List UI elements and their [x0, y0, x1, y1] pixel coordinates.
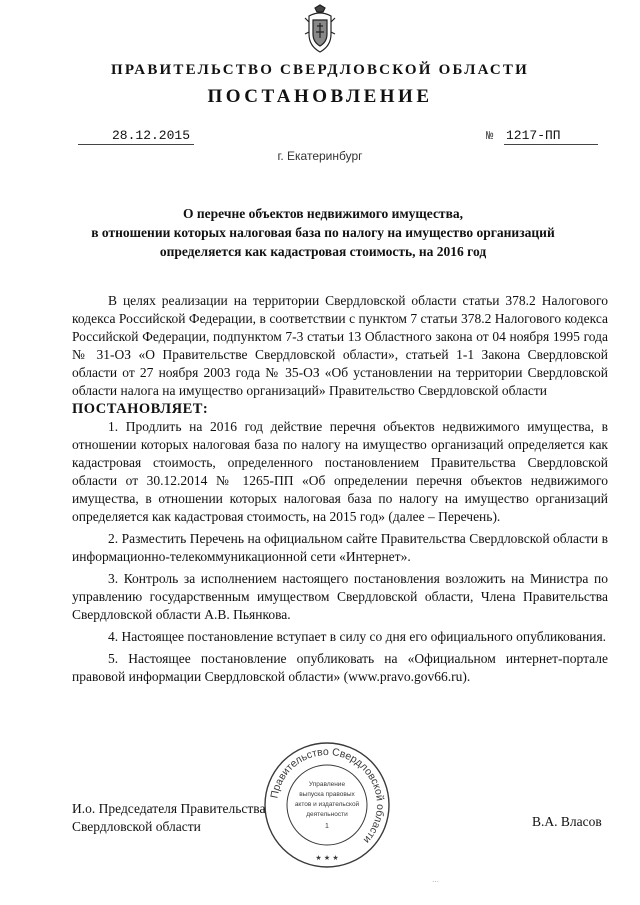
svg-text:★ ★ ★: ★ ★ ★: [315, 854, 339, 862]
document-type: ПОСТАНОВЛЕНИЕ: [207, 86, 433, 107]
stamp-number: 1: [325, 823, 329, 830]
decree-item: 4. Настоящее постановление вступает в силу со дня его официального опубликования.: [108, 629, 607, 644]
government-name: ПРАВИТЕЛЬСТВО СВЕРДЛОВСКОЙ ОБЛАСТИ: [111, 62, 529, 78]
title-line: О перечне объектов недвижимого имущества,: [183, 206, 463, 221]
stamp-center-text: деятельности: [306, 811, 348, 818]
decree-item: 1. Продлить на 2016 год действие перечня объектов недвижимого имущества, в отношении которых налоговая база по налогу на имущество организаций определяется как кадастровая стоимость, определенного постановлением Правительства Свердловской области от 30.12.2014 № 1265-ПП «Об определении перечня объектов недвижимого имущества, в отношении которых налоговая база по налогу на имущество организаций определяется как кадастровая стоимость, на 2015 год» (далее – Перечень).: [72, 419, 608, 524]
footer-note: …: [432, 876, 439, 884]
position-line: И.о. Председателя Правительства: [72, 801, 266, 816]
decree-item: 2. Разместить Перечень на официальном сайте Правительства Свердловской области в информационно-телекоммуникационной сети «Интернет».: [72, 531, 608, 564]
decree-item: 3. Контроль за исполнением настоящего постановления возложить на Министра по управлению государственным имуществом Свердловской области, Члена Правительства Свердловской области А.В. Пьянкова.: [72, 571, 608, 622]
decree-date: 28.12.2015: [78, 128, 194, 145]
stamp-center-text: Управление: [308, 781, 346, 788]
number-sign: №: [486, 129, 494, 143]
stamp-center-text: выпуска правовых: [299, 791, 355, 798]
signatory-position: [72, 800, 265, 836]
decree-title: [50, 204, 596, 261]
preamble: В целях реализации на территории Свердловской области статьи 378.2 Налогового кодекса Российской Федерации, в соответствии с пунктом 7 статьи 378.2 Налогового кодекса Российской Федерации, подпунктом 7-3 статьи 13 Областного закона от 04 ноября 1995 года № 31-ОЗ «О Правительстве Свердловской области», статьей 1-1 Закона Свердловской области от 27 ноября 2003 года № 35-ОЗ «Об установлении на территории Свердловской области налога на имущество организаций» Правительство Свердловской области: [72, 293, 608, 398]
coat-of-arms-icon: [303, 4, 337, 56]
signatory-name: В.А. Власов: [532, 814, 602, 829]
stamp-center-text: актов и издательской: [294, 801, 360, 808]
stamp-ring-text: Правительство Свердловской области: [268, 745, 387, 846]
decree-number: 1217-ПП: [504, 128, 598, 145]
city: г. Екатеринбург: [277, 149, 363, 163]
position-line: Свердловской области: [72, 819, 201, 834]
title-line: в отношении которых налоговая база по налогу на имущество организаций: [91, 225, 555, 240]
decree-body: [72, 292, 608, 690]
title-line: определяется как кадастровая стоимость, на 2016 год: [159, 244, 487, 259]
official-stamp: [262, 740, 392, 870]
decree-item: 5. Настоящее постановление опубликовать на «Официальном интернет-портале правовой информации Свердловской области» (www.pravo.gov66.ru).: [72, 651, 608, 684]
resolves-heading: ПОСТАНОВЛЯЕТ:: [72, 401, 209, 417]
